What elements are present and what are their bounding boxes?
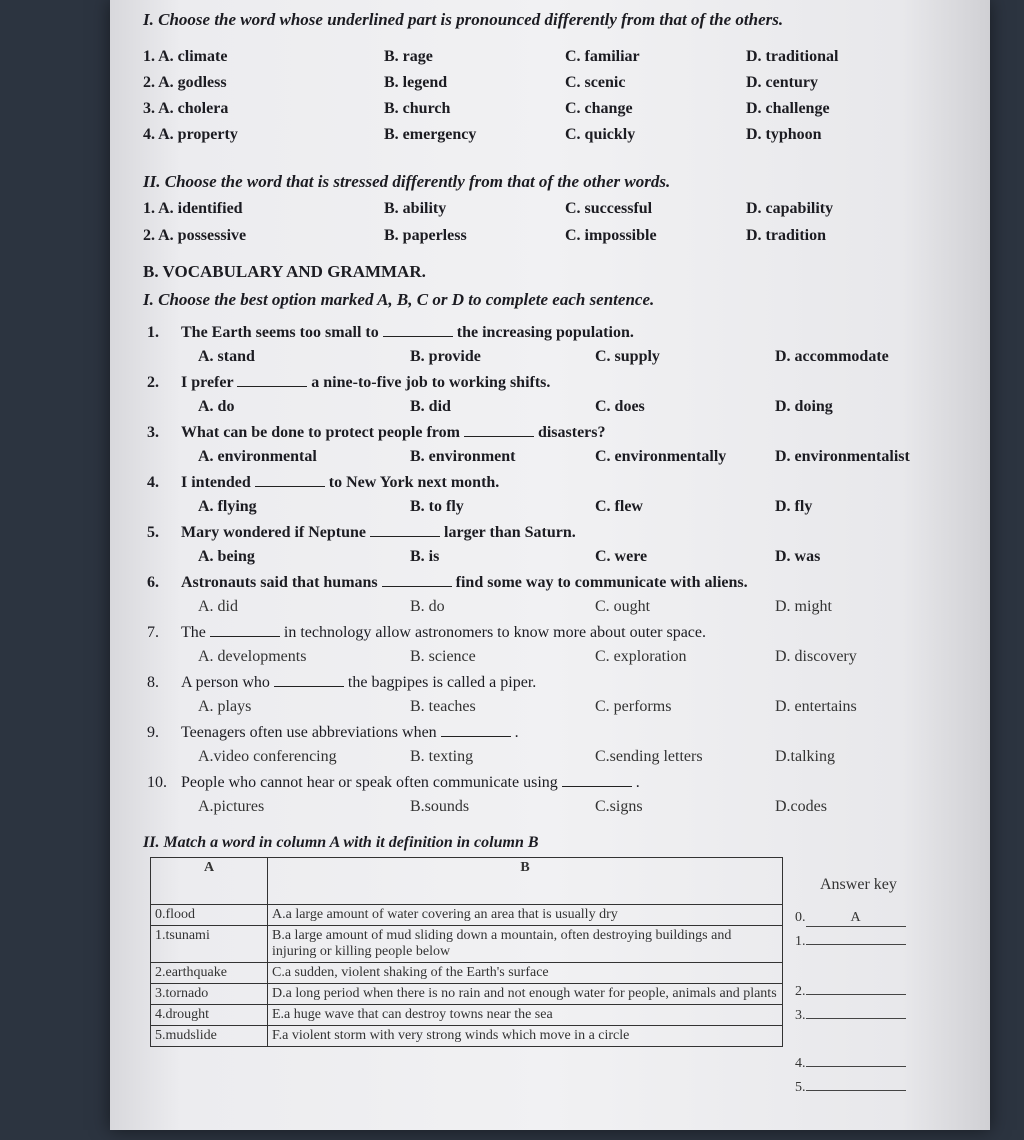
question-text: Teenagers often use abbreviations when (181, 724, 437, 741)
definition-cell: A.a large amount of water covering an area that is usually dry (268, 905, 783, 926)
phonetics-heading: I. Choose the word whose underlined part is pronounced differently from that of the others. (143, 10, 784, 29)
question-number: 3. (147, 424, 159, 441)
question-stem (147, 624, 706, 642)
table-row (151, 1026, 783, 1047)
question-text: I intended (181, 474, 251, 491)
option-c[interactable]: C. environmentally (595, 448, 727, 465)
match-table (150, 857, 783, 1047)
option-a[interactable]: A. being (198, 548, 255, 565)
option-a: 2. A. godless (143, 74, 227, 91)
option-b[interactable]: B. environment (410, 448, 516, 465)
definition-cell: D.a long period when there is no rain and not enough water for people, animals and plants (268, 984, 783, 1005)
answer-key-blank[interactable] (806, 994, 906, 995)
option-d[interactable]: D. doing (775, 398, 833, 415)
answer-key-item (795, 1080, 906, 1096)
question-stem (147, 324, 634, 342)
option-c[interactable]: C. supply (595, 348, 660, 365)
question-number: 1. (147, 324, 159, 341)
option-c[interactable]: C.sending letters (595, 748, 703, 765)
answer-key-item (795, 1056, 906, 1072)
option-c[interactable]: C.signs (595, 798, 643, 815)
option-a[interactable]: A. do (198, 398, 235, 415)
option-a[interactable]: A. stand (198, 348, 255, 365)
column-b-header: B (268, 858, 783, 905)
option-d[interactable]: D. was (775, 548, 821, 565)
option-b[interactable]: B. science (410, 648, 476, 665)
stress-heading: II. Choose the word that is stressed differently from that of the other words. (143, 172, 671, 191)
column-a-header: A (151, 858, 268, 905)
option-d[interactable]: D.talking (775, 748, 835, 765)
answer-blank[interactable] (370, 536, 440, 537)
answer-key-item (795, 984, 906, 1000)
question-text: disasters? (537, 424, 606, 441)
answer-blank[interactable] (274, 686, 344, 687)
option-b[interactable]: B. provide (410, 348, 481, 365)
question-stem (147, 524, 576, 542)
option-c[interactable]: C. performs (595, 698, 672, 715)
definition-cell: E.a huge wave that can destroy towns near the sea (268, 1005, 783, 1026)
question-text: A person who (181, 674, 270, 691)
option-b: B. paperless (384, 227, 467, 244)
option-c[interactable]: C. ought (595, 598, 651, 615)
option-a[interactable]: A. environmental (198, 448, 317, 465)
answer-key-item (795, 934, 906, 950)
option-c[interactable]: C. were (595, 548, 648, 565)
option-a: 4. A. property (143, 126, 238, 143)
answer-blank[interactable] (382, 586, 452, 587)
option-c: C. successful (565, 200, 653, 217)
question-text: to New York next month. (328, 474, 500, 491)
option-d[interactable]: D. might (775, 598, 832, 615)
question-text: the increasing population. (456, 324, 634, 341)
answer-blank[interactable] (441, 736, 511, 737)
option-a[interactable]: A. developments (198, 648, 307, 665)
answer-blank[interactable] (237, 386, 307, 387)
question-number: 7. (147, 624, 159, 641)
option-d[interactable]: D. discovery (775, 648, 857, 665)
question-text: Astronauts said that humans (181, 574, 378, 591)
match-heading: II. Match a word in column A with it definition in column B (143, 834, 539, 851)
term-cell: 5.mudslide (151, 1026, 268, 1047)
answer-key-number: 5. (795, 1080, 806, 1095)
table-row (151, 905, 783, 926)
answer-blank[interactable] (383, 336, 453, 337)
question-text: find some way to communicate with aliens. (455, 574, 748, 591)
question-text: What can be done to protect people from (181, 424, 460, 441)
option-d: D. traditional (746, 48, 839, 65)
term-cell: 2.earthquake (151, 963, 268, 984)
term-cell: 4.drought (151, 1005, 268, 1026)
option-b[interactable]: B. texting (410, 748, 474, 765)
answer-key-item (795, 1008, 906, 1024)
question-stem (147, 374, 550, 392)
option-c: C. impossible (565, 227, 657, 244)
option-c: C. scenic (565, 74, 626, 91)
option-a: 1. A. identified (143, 200, 243, 217)
option-a: 1. A. climate (143, 48, 228, 65)
question-stem (147, 424, 606, 442)
option-b: B. rage (384, 48, 433, 65)
term-cell: 1.tsunami (151, 926, 268, 963)
question-number: 10. (147, 774, 167, 791)
question-number: 6. (147, 574, 159, 591)
section-title: B. VOCABULARY AND GRAMMAR. (143, 262, 426, 281)
question-stem (147, 674, 536, 692)
option-a: 3. A. cholera (143, 100, 229, 117)
option-d: D. century (746, 74, 818, 91)
answer-key-blank[interactable] (806, 1018, 906, 1019)
vocab-heading: I. Choose the best option marked A, B, C or D to complete each sentence. (143, 290, 655, 309)
question-text: Mary wondered if Neptune (181, 524, 367, 541)
question-text: the bagpipes is called a piper. (347, 674, 537, 691)
option-c: C. familiar (565, 48, 640, 65)
table-row (151, 926, 783, 963)
question-number: 2. (147, 374, 159, 391)
question-text: People who cannot hear or speak often communicate using (181, 774, 558, 791)
option-d: D. capability (746, 200, 834, 217)
option-d[interactable]: D. fly (775, 498, 813, 515)
option-d[interactable]: D. environmentalist (775, 448, 910, 465)
option-d: D. typhoon (746, 126, 822, 143)
option-b: B. church (384, 100, 451, 117)
option-d: D. challenge (746, 100, 830, 117)
option-c[interactable]: C. exploration (595, 648, 687, 665)
option-c: C. quickly (565, 126, 636, 143)
question-text: The Earth seems too small to (181, 324, 379, 341)
answer-blank[interactable] (464, 436, 534, 437)
question-stem (147, 774, 640, 792)
answer-key-blank[interactable] (806, 944, 906, 945)
answer-key-number: 4. (795, 1056, 806, 1071)
option-c[interactable]: C. flew (595, 498, 643, 515)
option-b[interactable]: B. teaches (410, 698, 476, 715)
question-number: 9. (147, 724, 159, 741)
question-number: 4. (147, 474, 159, 491)
option-d[interactable]: D. accommodate (775, 348, 889, 365)
question-text: The (181, 624, 206, 641)
option-a[interactable]: A. flying (198, 498, 257, 515)
option-b[interactable]: B. did (410, 398, 451, 415)
question-text: larger than Saturn. (444, 524, 576, 541)
question-text: . (635, 774, 640, 791)
option-b[interactable]: B. to fly (410, 498, 464, 515)
table-row (151, 984, 783, 1005)
answer-key-blank[interactable] (806, 1066, 906, 1067)
definition-cell: C.a sudden, violent shaking of the Earth's surface (268, 963, 783, 984)
answer-blank[interactable] (562, 786, 632, 787)
question-text: . (514, 724, 519, 741)
question-stem (147, 724, 519, 742)
definition-cell: F.a violent storm with very strong winds which move in a circle (268, 1026, 783, 1047)
option-a[interactable]: A. plays (198, 698, 252, 715)
option-d[interactable]: D.codes (775, 798, 827, 815)
term-cell: 0.flood (151, 905, 268, 926)
answer-key-item (795, 910, 906, 927)
option-c: C. change (565, 100, 633, 117)
answer-key-blank[interactable]: A (806, 910, 906, 927)
definition-cell: B.a large amount of mud sliding down a mountain, often destroying buildings and injuring or killing people below (268, 926, 783, 963)
answer-blank[interactable] (255, 486, 325, 487)
option-a[interactable]: A.pictures (198, 798, 265, 815)
answer-key-number: 0. (795, 910, 806, 925)
question-number: 8. (147, 674, 159, 691)
answer-key-blank[interactable] (806, 1090, 906, 1091)
option-a: 2. A. possessive (143, 227, 247, 244)
option-c[interactable]: C. does (595, 398, 645, 415)
option-b[interactable]: B. is (410, 548, 440, 565)
option-b[interactable]: B.sounds (410, 798, 470, 815)
answer-key-number: 1. (795, 934, 806, 949)
option-b[interactable]: B. do (410, 598, 445, 615)
question-number: 5. (147, 524, 159, 541)
option-b: B. legend (384, 74, 448, 91)
question-text: I prefer (181, 374, 234, 391)
question-text: a nine-to-five job to working shifts. (311, 374, 551, 391)
option-a[interactable]: A.video conferencing (198, 748, 337, 765)
term-cell: 3.tornado (151, 984, 268, 1005)
answer-key-number: 3. (795, 1008, 806, 1023)
question-stem (147, 474, 499, 492)
answer-blank[interactable] (210, 636, 280, 637)
answer-key-label: Answer key (820, 876, 897, 893)
option-d[interactable]: D. entertains (775, 698, 857, 715)
option-d: D. tradition (746, 227, 826, 244)
option-b: B. emergency (384, 126, 477, 143)
question-stem (147, 574, 748, 592)
table-row (151, 1005, 783, 1026)
option-a[interactable]: A. did (198, 598, 238, 615)
option-b: B. ability (384, 200, 447, 217)
question-text: in technology allow astronomers to know more about outer space. (283, 624, 706, 641)
table-row (151, 963, 783, 984)
answer-key-number: 2. (795, 984, 806, 999)
